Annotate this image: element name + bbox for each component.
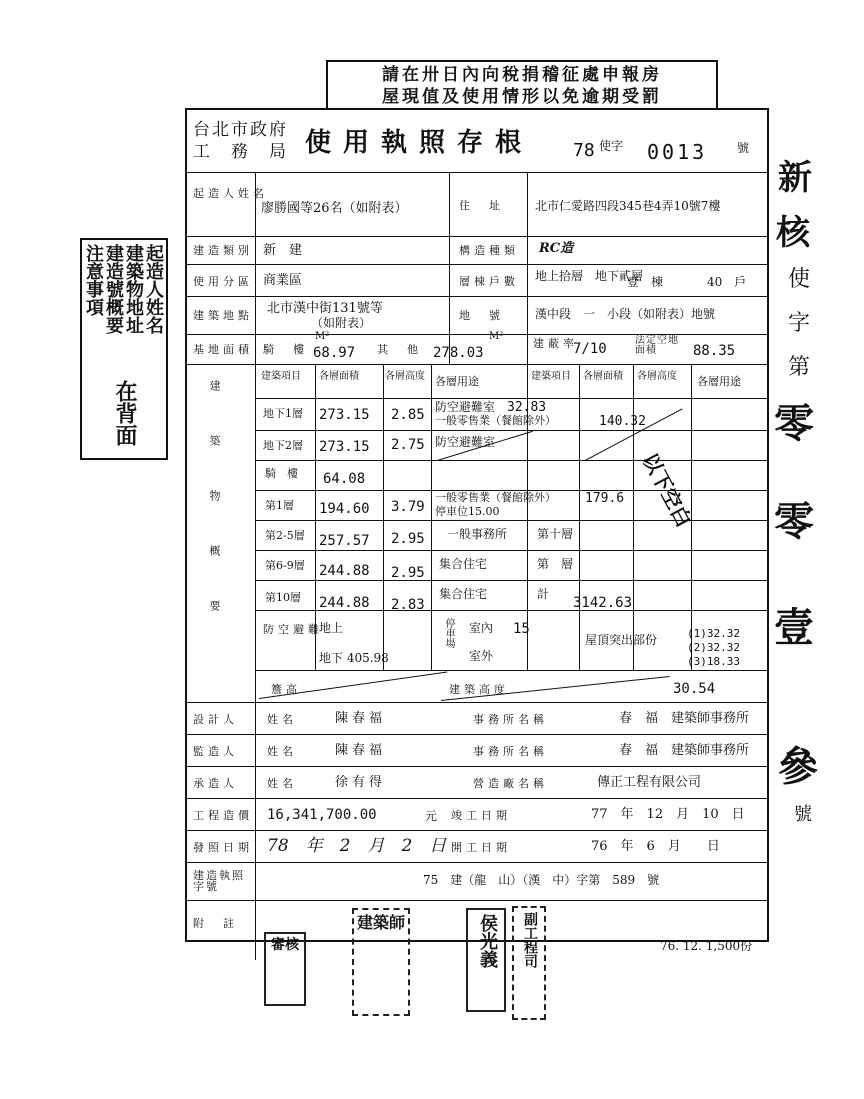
value-issue: 78 年 2 月 2 日 bbox=[267, 836, 447, 856]
value-start: 76 年 6 月 日 bbox=[591, 839, 720, 854]
value-other: 278.03 bbox=[433, 345, 484, 361]
side-col1: 起造人姓名 bbox=[143, 244, 164, 334]
value-lot: 漢中段 一 小段（如附表）地號 bbox=[535, 307, 716, 321]
label-lot: 地 號 bbox=[459, 309, 504, 322]
th-item: 建築項目 bbox=[261, 371, 301, 382]
org-line1: 台北市政府 bbox=[193, 120, 288, 140]
floor-use1: 集合住宅 bbox=[439, 557, 488, 571]
floor-item: 騎 樓 bbox=[265, 467, 298, 480]
stamp-2-text: 建築師 bbox=[356, 913, 405, 932]
value-contractor-firm: 傳正工程有限公司 bbox=[597, 775, 702, 790]
th-area: 各層面積 bbox=[319, 371, 359, 382]
label-indoor: 室內 bbox=[469, 621, 494, 635]
stamp-4-text: 副工程司 bbox=[522, 912, 538, 968]
value-floors: 地上拾層 地下貳層 bbox=[535, 269, 644, 283]
right-char-j: 號 bbox=[794, 804, 812, 825]
label-designer: 設計人 bbox=[193, 713, 238, 726]
permit-suffix: 號 bbox=[737, 141, 750, 155]
floor-area: 244.88 bbox=[319, 595, 370, 611]
floor-item: 第2-5層 bbox=[265, 529, 305, 542]
label-cost: 工程造價 bbox=[193, 809, 253, 822]
floor-use1: 集合住宅 bbox=[439, 587, 488, 601]
permit-prefix: 使字 bbox=[599, 139, 624, 153]
label-floors-units: 層棟戶數 bbox=[459, 275, 519, 288]
stamp-3 bbox=[466, 908, 506, 1012]
floor-area: 64.08 bbox=[323, 471, 366, 487]
th-use: 各層用途 bbox=[435, 375, 479, 388]
right-char-c: 使 bbox=[788, 267, 811, 292]
th-height2: 各層高度 bbox=[637, 371, 677, 382]
side-col4: 注意事項 bbox=[83, 244, 104, 316]
floor-use2: 一般零售業（餐館除外） bbox=[435, 414, 556, 427]
value-address: 北市仁愛路四段345巷4弄10號7樓 bbox=[535, 199, 721, 213]
right-char-i: 參 bbox=[778, 743, 818, 790]
floor-item: 地下2層 bbox=[263, 439, 303, 452]
floor-use1: 一般零售業（餐館除外） bbox=[435, 491, 556, 504]
label-parking: 停車場 bbox=[443, 618, 454, 648]
label-arcade: 騎 樓 bbox=[263, 343, 308, 356]
label-use-zone: 使用分區 bbox=[193, 275, 253, 288]
label-above: 地上 bbox=[319, 621, 344, 635]
floor-use2: 計 bbox=[537, 587, 550, 601]
floor-height: 2.75 bbox=[391, 437, 425, 453]
stamp-2 bbox=[352, 908, 410, 1016]
unit-m2: M² bbox=[315, 331, 330, 342]
floor-use-area1: 32.83 bbox=[507, 400, 547, 415]
right-char-g: 零 bbox=[774, 498, 814, 545]
permit-form bbox=[185, 108, 769, 942]
floor-height: 2.95 bbox=[391, 565, 425, 581]
value-units: 40 戶 bbox=[707, 275, 747, 289]
th-item2: 建築項目 bbox=[531, 371, 571, 382]
label-roof: 屋頂突出部份 bbox=[585, 633, 658, 647]
print-note: 76. 12. 1,500份 bbox=[660, 939, 753, 953]
floor-item: 第1層 bbox=[265, 499, 294, 512]
permit-number: 0013 bbox=[647, 140, 708, 164]
right-char-f: 零 bbox=[774, 400, 814, 447]
floor-item: 第10層 bbox=[265, 591, 301, 604]
label-office: 事務所名稱 bbox=[473, 713, 548, 726]
label-completion: 竣工日期 bbox=[451, 809, 511, 822]
label-outdoor: 室外 bbox=[469, 649, 494, 663]
label-structure-class: 建造類別 bbox=[193, 244, 253, 257]
floor-area: 273.15 bbox=[319, 439, 370, 455]
value-site: 北市漢中街131號等 bbox=[267, 301, 383, 316]
label-eave: 簷高 bbox=[271, 683, 301, 696]
doc-title: 使用執照存根 bbox=[305, 128, 534, 158]
stamp-4 bbox=[512, 906, 546, 1020]
label-name: 姓名 bbox=[267, 777, 297, 790]
right-char-e: 第 bbox=[788, 355, 811, 380]
floor-height: 2.83 bbox=[391, 597, 425, 613]
value-applicant: 廖勝國等26名（如附表） bbox=[261, 201, 408, 216]
value-parking-indoor: 15 bbox=[513, 621, 530, 637]
label-office: 事務所名稱 bbox=[473, 745, 548, 758]
value-roof-1: (1)32.32 bbox=[687, 627, 740, 640]
label-permit-no: 建造執照字號 bbox=[193, 869, 245, 893]
notice-line1: 請在卅日內向稅捐稽征處申報房 bbox=[382, 65, 662, 85]
value-buildings-count: 壹 棟 bbox=[627, 275, 664, 289]
floor-use2: 第 層 bbox=[537, 557, 574, 571]
label-name: 姓名 bbox=[267, 713, 297, 726]
right-char-a: 新 bbox=[778, 158, 812, 198]
value-designer: 陳春福 bbox=[335, 711, 387, 726]
floor-use-area1: 179.6 bbox=[585, 491, 625, 506]
floor-area: 244.88 bbox=[319, 563, 370, 579]
permit-year: 78 bbox=[573, 140, 595, 161]
label-supervisor: 監造人 bbox=[193, 745, 238, 758]
floor-use2: 第十層 bbox=[537, 527, 574, 541]
right-char-d: 字 bbox=[788, 311, 811, 336]
side-col5: 在背面 bbox=[112, 380, 138, 446]
value-use-zone: 商業區 bbox=[263, 273, 303, 288]
org-line2: 工 務 局 bbox=[193, 142, 288, 162]
floor-item: 第6-9層 bbox=[265, 559, 305, 572]
label-coverage: 建蔽率 bbox=[533, 337, 578, 350]
label-remarks: 附 註 bbox=[193, 917, 238, 930]
floor-area: 257.57 bbox=[319, 533, 370, 549]
label-yuan: 元 bbox=[425, 809, 438, 823]
value-cost: 16,341,700.00 bbox=[267, 807, 377, 823]
label-site: 建築地點 bbox=[193, 309, 253, 322]
label-shelter-top: 防空避難 bbox=[263, 623, 323, 636]
value-designer-office: 春 福 建築師事務所 bbox=[619, 711, 750, 726]
label-firm: 營造廠名稱 bbox=[473, 777, 548, 790]
stamp-3-text: 侯光義 bbox=[477, 914, 498, 968]
value-open-space: 88.35 bbox=[693, 343, 736, 359]
value-struct-type: RC造 bbox=[539, 241, 574, 256]
side-col2: 建築物地址 bbox=[123, 244, 144, 334]
notice-box bbox=[326, 60, 718, 110]
label-open-space: 法定空地面積 bbox=[635, 335, 679, 356]
value-shelter-below: 地下 405.98 bbox=[319, 651, 389, 665]
label-bldg-height: 建築高度 bbox=[449, 683, 509, 696]
unit-m2: M² bbox=[489, 331, 504, 342]
floor-item: 地下1層 bbox=[263, 407, 303, 420]
floor-use-area2: 140.32 bbox=[599, 414, 646, 429]
notice-line2: 屋現值及使用情形以免逾期受罰 bbox=[382, 87, 662, 107]
th-height: 各層高度 bbox=[385, 371, 425, 382]
value-roof-2: (2)32.32 bbox=[687, 641, 740, 654]
label-applicant: 起造人姓名 bbox=[193, 187, 268, 200]
label-other: 其 他 bbox=[377, 343, 422, 356]
label-start: 開工日期 bbox=[451, 841, 511, 854]
floor-use-area2: 3142.63 bbox=[573, 595, 633, 611]
label-struct-type: 構造種類 bbox=[459, 244, 519, 257]
stamp-1-text: 審核 bbox=[271, 937, 299, 953]
value-structure-class: 新 建 bbox=[263, 243, 303, 258]
side-col3: 建造號概要 bbox=[103, 244, 124, 334]
floor-area: 273.15 bbox=[319, 407, 370, 423]
floor-height: 2.85 bbox=[391, 407, 425, 423]
value-permit-no: 75 建（龍 山）（漢 中）字第 589 號 bbox=[423, 873, 660, 887]
th-use2: 各層用途 bbox=[697, 375, 741, 388]
value-roof-3: (3)18.33 bbox=[687, 655, 740, 668]
floor-area: 194.60 bbox=[319, 501, 370, 517]
label-site-area: 基地面積 bbox=[193, 343, 253, 356]
floor-use2: 停車位15.00 bbox=[435, 505, 500, 518]
value-arcade: 68.97 bbox=[313, 345, 356, 361]
value-site-note: （如附表） bbox=[311, 316, 372, 330]
stamp-1 bbox=[264, 932, 306, 1006]
value-diagonal-note: 以下空白 bbox=[637, 449, 697, 531]
value-supervisor-office: 春 福 建築師事務所 bbox=[619, 743, 750, 758]
value-bldg-height: 30.54 bbox=[673, 681, 716, 697]
floor-height: 3.79 bbox=[391, 499, 425, 515]
floor-use1: 一般事務所 bbox=[447, 527, 508, 541]
label-issue: 發照日期 bbox=[193, 841, 253, 854]
label-name: 姓名 bbox=[267, 745, 297, 758]
value-supervisor: 陳春福 bbox=[335, 743, 387, 758]
right-char-b: 核 bbox=[776, 213, 810, 253]
right-char-h: 壹 bbox=[774, 604, 814, 651]
label-buildings: 建築物概要 bbox=[208, 380, 221, 655]
floor-use1: 防空避難室 bbox=[435, 435, 496, 449]
th-area2: 各層面積 bbox=[583, 371, 623, 382]
floor-height: 2.95 bbox=[391, 531, 425, 547]
value-completion: 77 年 12 月 10 日 bbox=[591, 807, 745, 822]
label-address: 住 址 bbox=[459, 199, 504, 212]
value-coverage: 7/10 bbox=[573, 341, 607, 357]
side-note-box bbox=[80, 238, 168, 460]
floor-use1: 防空避難室 bbox=[435, 400, 496, 414]
label-contractor: 承造人 bbox=[193, 777, 238, 790]
value-contractor: 徐有得 bbox=[335, 775, 387, 790]
